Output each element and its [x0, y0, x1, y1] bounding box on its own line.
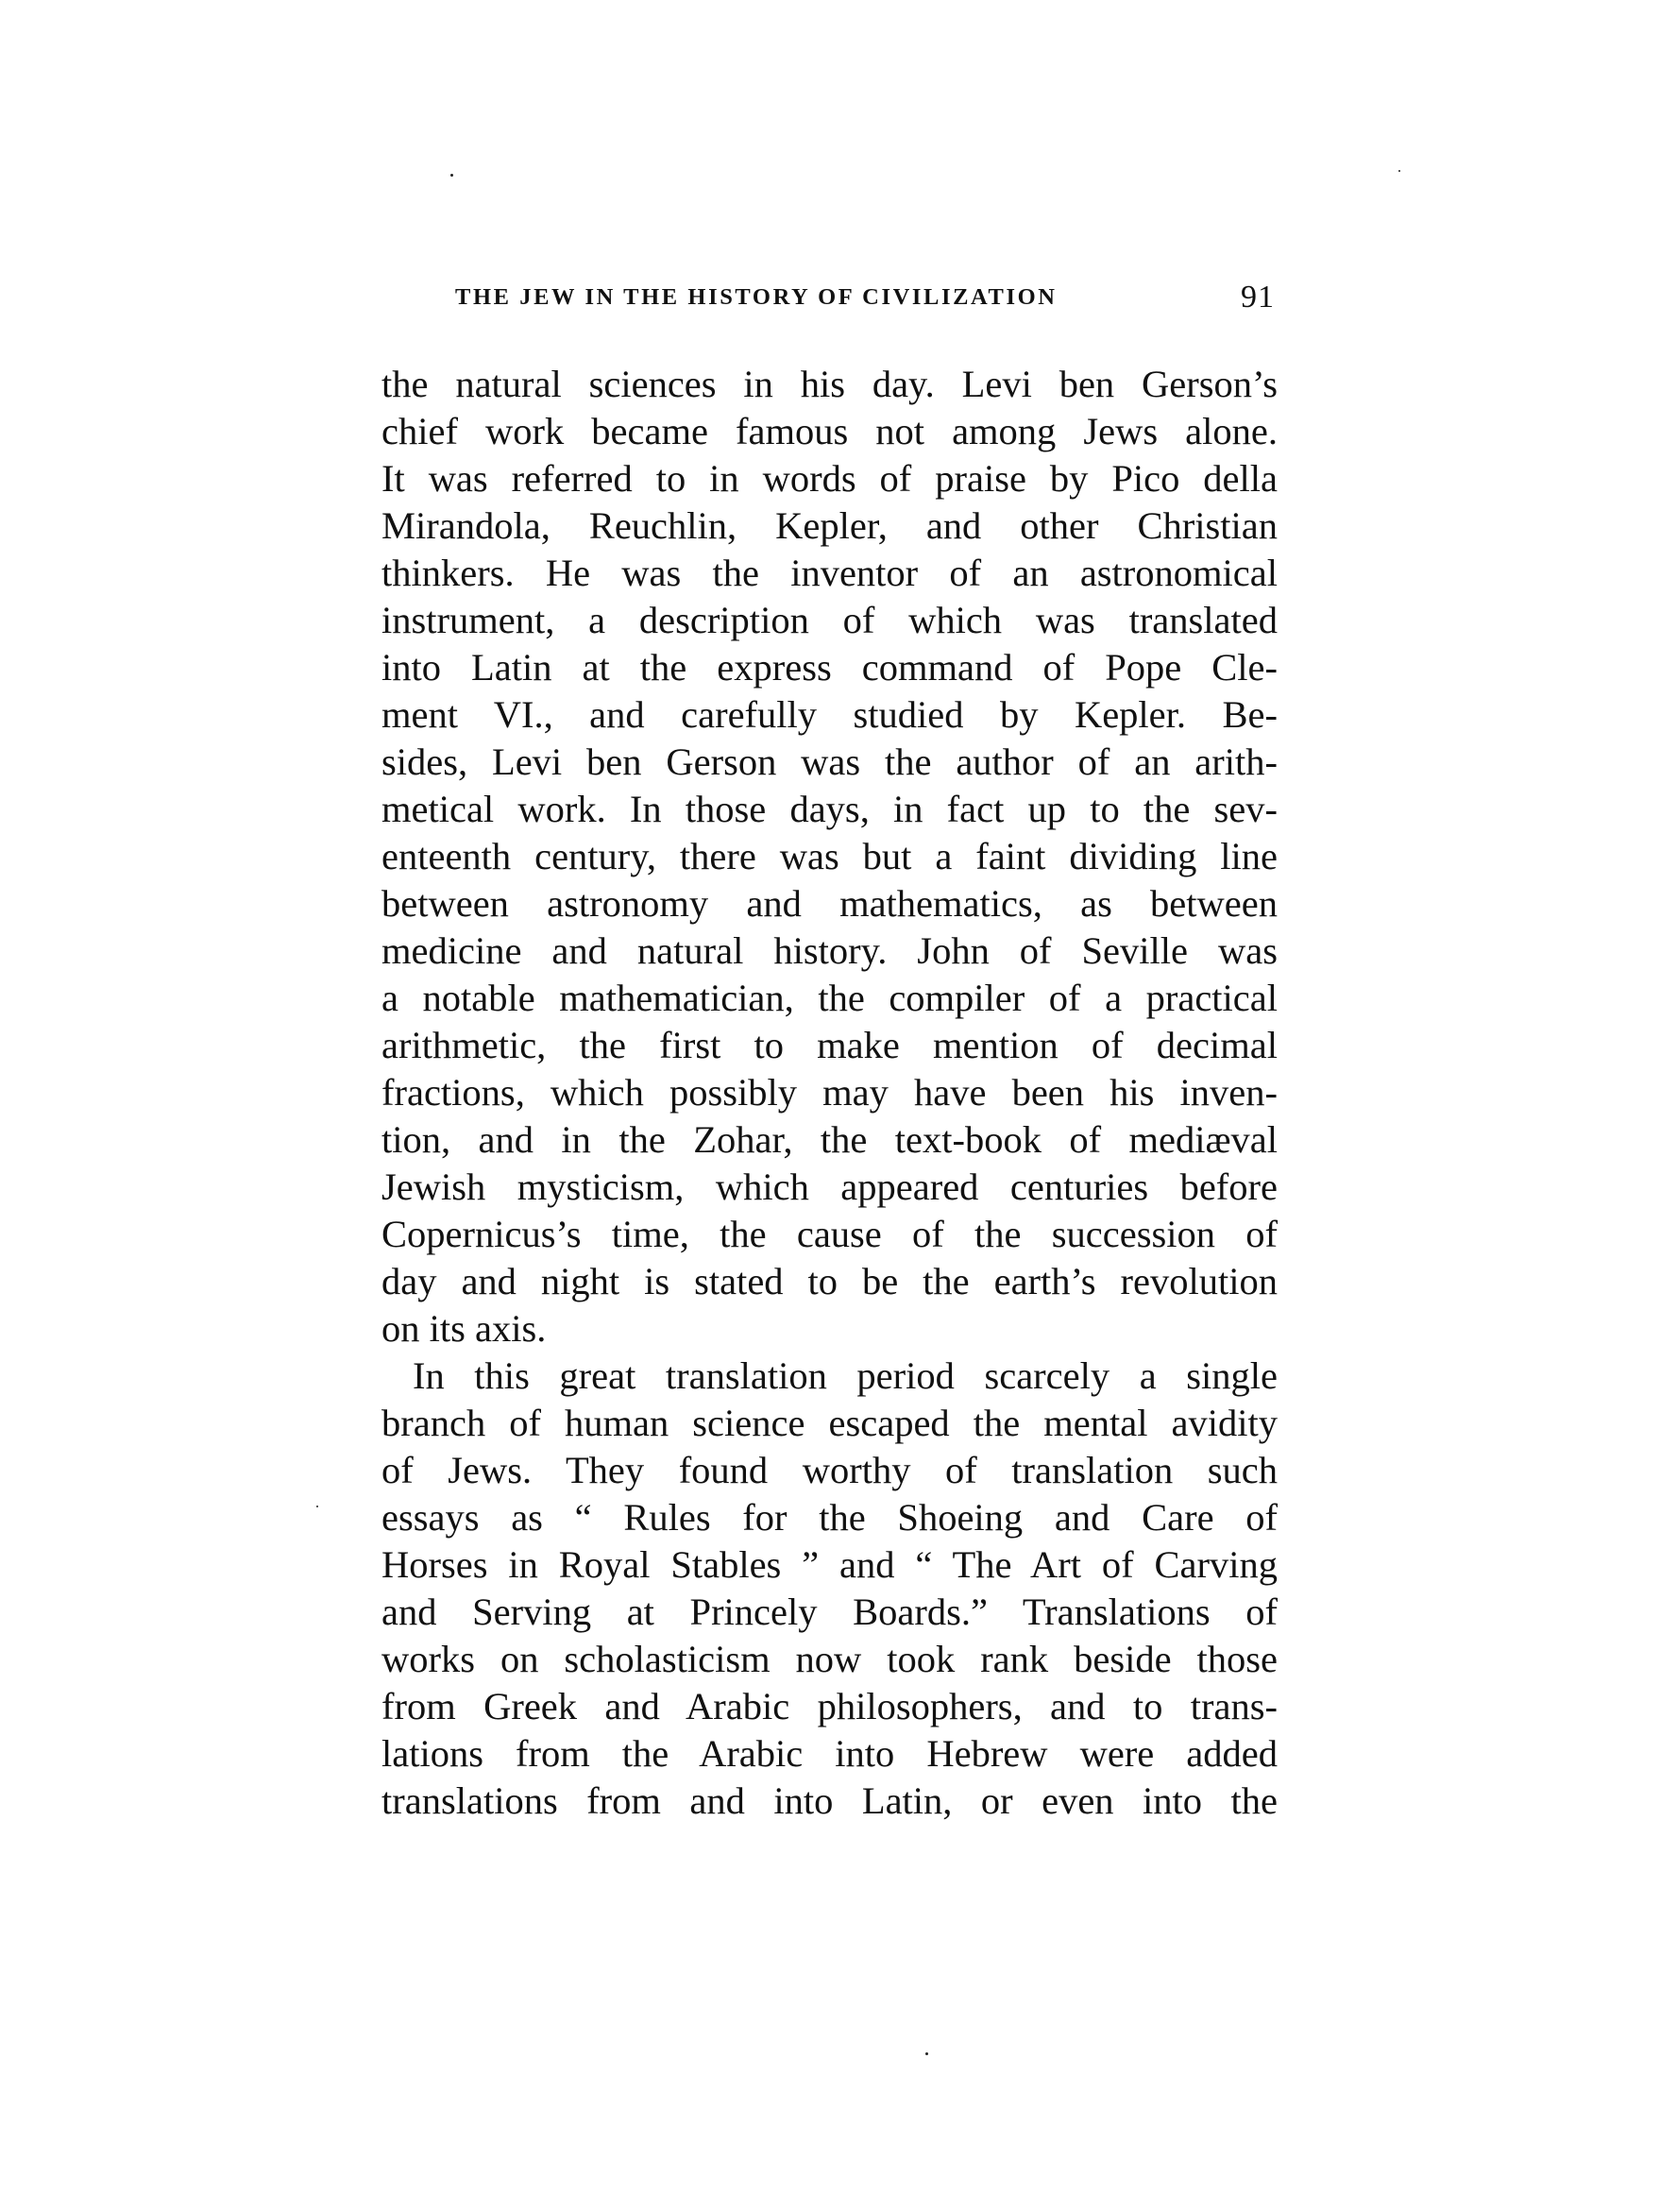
page-number: 91 — [1241, 280, 1275, 315]
text-line: tion, and in the Zohar, the text-book of mediæval — [381, 1118, 1278, 1161]
text-line: ment VI., and carefully studied by Kepler. Be- — [381, 693, 1278, 736]
text-line: a notable mathematician, the compiler of a practical — [381, 977, 1278, 1019]
text-line: sides, Levi ben Gerson was the author of an arith- — [381, 740, 1278, 783]
text-line: branch of human science escaped the mental avidity — [381, 1402, 1278, 1444]
scan-speck — [925, 2052, 928, 2055]
text-line: translations from and into Latin, or even into the — [381, 1779, 1278, 1822]
paragraph-2 — [381, 1353, 1278, 1825]
body-text — [381, 361, 1278, 1825]
text-line: between astronomy and mathematics, as between — [381, 882, 1278, 925]
text-line: chief work became famous not among Jews alone. — [381, 410, 1278, 452]
running-head-title: THE JEW IN THE HISTORY OF CIVILIZATION — [455, 284, 1058, 310]
scan-speck — [1398, 170, 1400, 172]
text-line: essays as “ Rules for the Shoeing and Care of — [381, 1496, 1278, 1539]
text-line: into Latin at the express command of Pope Cle- — [381, 646, 1278, 689]
running-head — [455, 281, 1275, 314]
text-line: Copernicus’s time, the cause of the succession of — [381, 1213, 1278, 1255]
text-line: lations from the Arabic into Hebrew were added — [381, 1732, 1278, 1775]
scan-speck — [316, 1506, 318, 1507]
text-line: Jewish mysticism, which appeared centuries before — [381, 1166, 1278, 1208]
text-line: In this great translation period scarcely a single — [413, 1354, 1278, 1397]
text-line: works on scholasticism now took rank beside those — [381, 1638, 1278, 1680]
text-line: medicine and natural history. John of Seville was — [381, 929, 1278, 972]
text-line: of Jews. They found worthy of translation such — [381, 1449, 1278, 1491]
text-line: day and night is stated to be the earth’s revolution — [381, 1260, 1278, 1302]
text-line: Mirandola, Reuchlin, Kepler, and other Christian — [381, 504, 1278, 547]
text-line: from Greek and Arabic philosophers, and to trans- — [381, 1685, 1278, 1727]
text-line: thinkers. He was the inventor of an astronomical — [381, 552, 1278, 594]
paragraph-1 — [381, 361, 1278, 1353]
text-line: enteenth century, there was but a faint dividing line — [381, 835, 1278, 877]
text-line: It was referred to in words of praise by Pico della — [381, 457, 1278, 500]
text-line: instrument, a description of which was translated — [381, 599, 1278, 641]
text-line: the natural sciences in his day. Levi ben Gerson’s — [381, 363, 1278, 405]
text-line: arithmetic, the first to make mention of decimal — [381, 1024, 1278, 1066]
text-line: on its axis. — [381, 1307, 547, 1350]
text-line: and Serving at Princely Boards.” Translations of — [381, 1591, 1278, 1633]
text-line: metical work. In those days, in fact up to the sev- — [381, 788, 1278, 830]
text-line: Horses in Royal Stables ” and “ The Art of Carving — [381, 1543, 1278, 1586]
scan-speck — [450, 174, 453, 177]
text-line: fractions, which possibly may have been his inven- — [381, 1071, 1278, 1114]
